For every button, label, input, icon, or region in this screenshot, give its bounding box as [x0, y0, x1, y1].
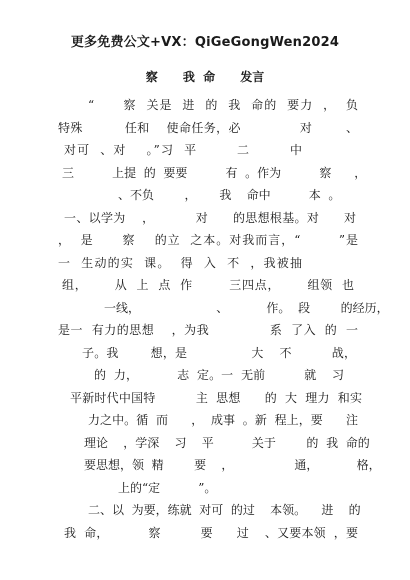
- document-title: 察 我 命 发言: [145, 70, 265, 84]
- body-line: 子。我 想，是 大 不 战，: [82, 345, 356, 360]
- body-line: 我 命， 察 要 过 、又要本领 ，要: [64, 525, 358, 540]
- body-line: 理论 ，学深 习 平 关于 的 我 命的: [84, 435, 370, 450]
- body-line: 组， 从 上 点 作 三四点， 组领 也: [62, 278, 354, 292]
- body-line: 特殊 任和 使命任务，必 对 、: [58, 120, 358, 135]
- body-line: 力之中。循 而 ， 成事 。新 程上，要 注: [88, 413, 358, 427]
- body-line: 是一 有力的思想 ，为我 系 了入 的 一: [58, 323, 358, 337]
- promo-header: 更多免费公文+VX：QiGeGongWen2024: [70, 35, 340, 50]
- body-line: ， 是 察 的立 之本。对我而言，“ ”是: [58, 233, 358, 247]
- body-line: 一、以学为 ， 对 的思想根基。对 对: [64, 210, 356, 225]
- body-line: 二、以 为要，练就 对可 的过 本领。 进 的: [88, 503, 361, 517]
- body-line: 三 上提 的 要要 有 。作为 察 ，: [62, 165, 367, 180]
- body-line: 平新时代中国特 主 思想 的 大 理力 和实: [70, 390, 362, 405]
- body-line: 上的“定 ”。: [118, 480, 217, 495]
- body-line: 一 生动的实 课。 得 入 不 ，我被抽: [58, 255, 302, 270]
- body-line: 对可 、对 。”习 平 二 中: [64, 143, 302, 157]
- body-line: 要思想，领 精 要 ， 通， 格，: [84, 458, 381, 472]
- body-line: 的 力， 志 定。一 无前 就 习: [94, 368, 344, 382]
- body-line: 一线， 、 作。 段 的经历，: [104, 300, 389, 315]
- body-line: “ 察 关是 进 的 我 命的 要力 ， 负: [88, 98, 358, 112]
- body-line: 、不负 ， 我 命中 本 。: [118, 188, 341, 202]
- document-body: [58, 94, 389, 544]
